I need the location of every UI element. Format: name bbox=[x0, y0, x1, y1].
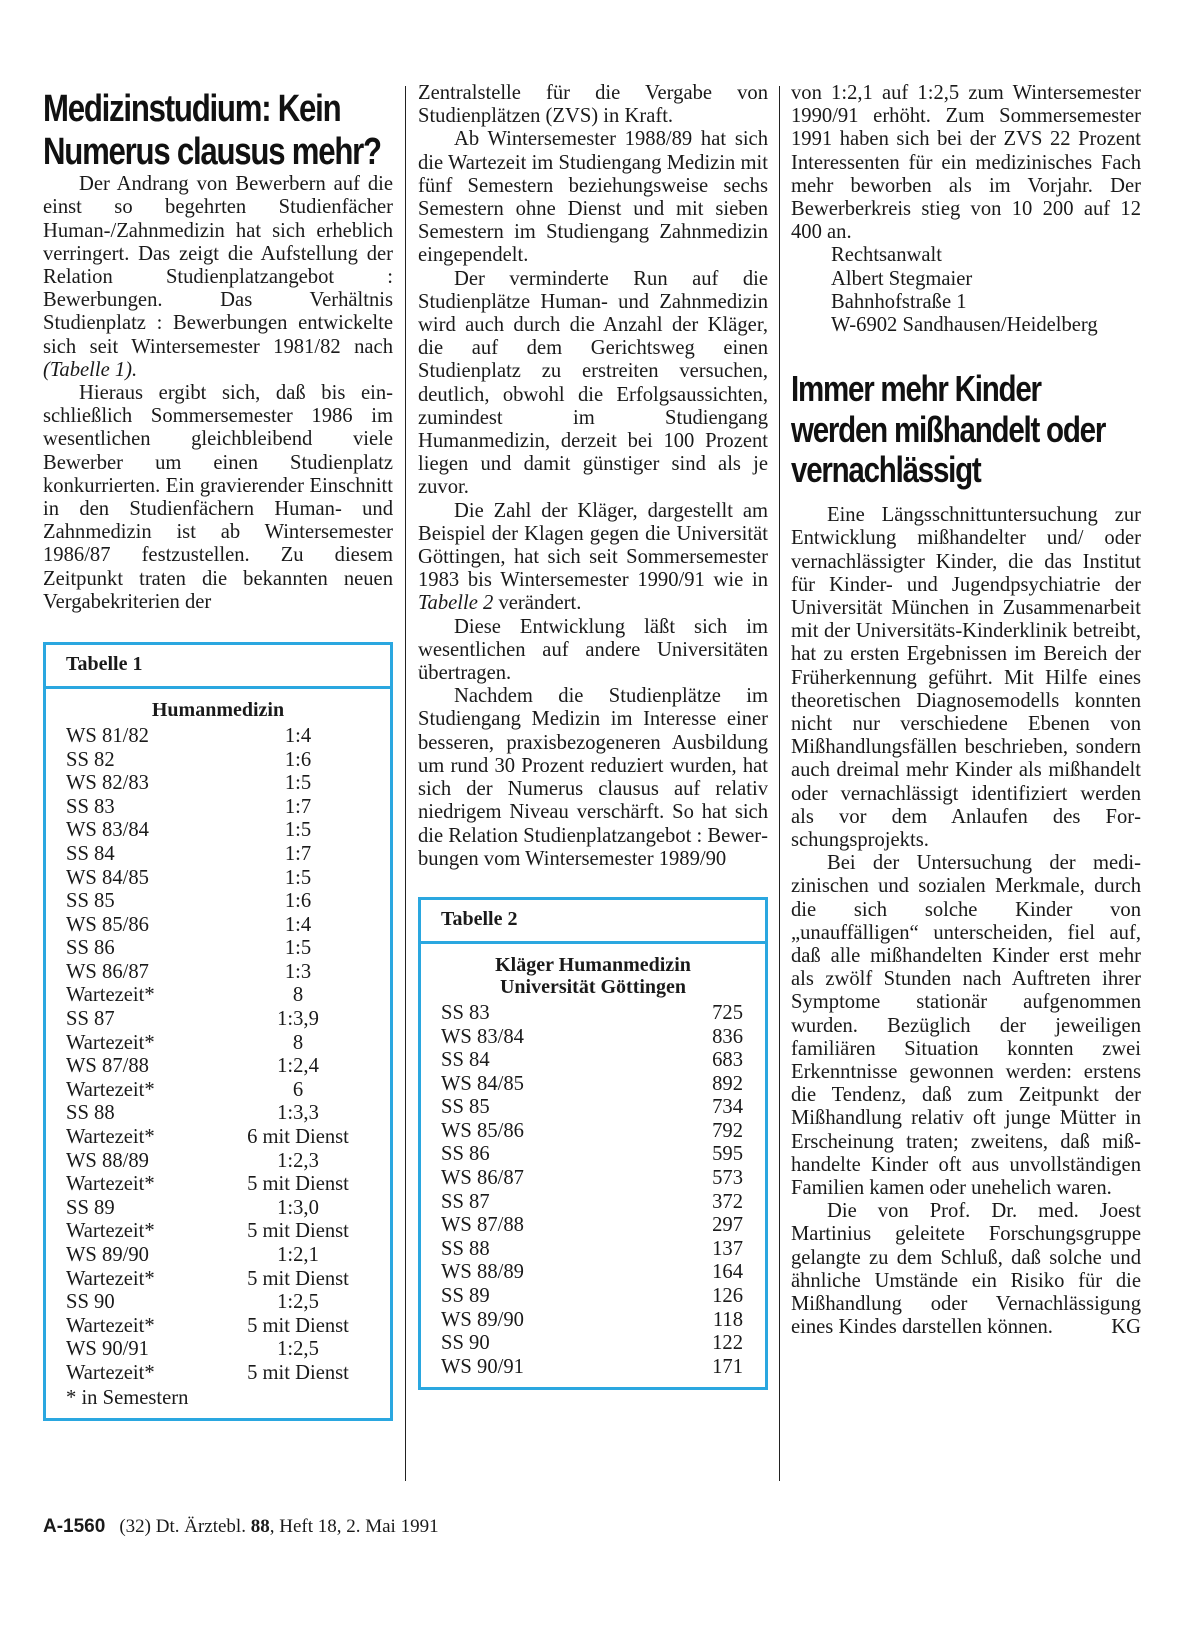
semester-cell: SS 84 bbox=[66, 842, 115, 865]
table-row bbox=[441, 1214, 745, 1238]
semester-cell: Wartezeit* bbox=[66, 1220, 155, 1243]
table-row bbox=[66, 1008, 370, 1032]
semester-cell: SS 85 bbox=[66, 890, 115, 913]
signature: KG bbox=[1111, 1316, 1141, 1339]
semester-cell: WS 83/84 bbox=[66, 819, 149, 842]
value-cell: 1:3,0 bbox=[277, 1196, 319, 1219]
value-cell: 137 bbox=[712, 1237, 743, 1260]
table-row bbox=[66, 984, 370, 1008]
table-row bbox=[441, 1049, 745, 1073]
semester-cell: SS 87 bbox=[441, 1190, 490, 1213]
table-row bbox=[66, 1244, 370, 1268]
table-row bbox=[441, 1238, 745, 1262]
table-row bbox=[441, 1191, 745, 1215]
table-row bbox=[441, 1120, 745, 1144]
paragraph: Bei der Untersuchung der medizinischen und sozialen Merkmale, durch die sich solche Kinder von „unauffälligen“ unterscheiden, fiel auf, daß alle mißhandelten Kinder erst mehr als zwölf Stunden nach Auftreten ihrer Symptome stationär aufgenommen wurden. Bezüglich der jeweiligen familiären Situation konnten zwei Erkenntnisse gewonnen werden: erstens die Tendenz, daß zum Zeitpunkt der Mißhandlung relativ oft junge Mütter in Erscheinung traten; zweitens, daß mißhandelte Kinder oft aus unvollständigen Familien kamen oder unehelich waren. bbox=[791, 852, 1141, 1200]
table-row bbox=[66, 1268, 370, 1292]
value-cell: 8 bbox=[292, 984, 304, 1007]
table-row bbox=[66, 725, 370, 749]
author-line: W-6902 Sandhausen/Heidelberg bbox=[831, 314, 1098, 337]
semester-cell: SS 86 bbox=[441, 1143, 490, 1166]
value-cell: 1:5 bbox=[284, 937, 312, 960]
value-cell: 171 bbox=[712, 1355, 743, 1378]
value-cell: 573 bbox=[712, 1167, 743, 1190]
semester-cell: SS 84 bbox=[441, 1049, 490, 1072]
table-row bbox=[441, 1285, 745, 1309]
table-row bbox=[441, 1261, 745, 1285]
value-cell: 792 bbox=[712, 1119, 743, 1142]
paragraph: von 1:2,1 auf 1:2,5 zum Wintersemester 1990/91 erhöht. Zum Sommersemester 1991 haben sich bei der ZVS 22 Prozent Interessenten für ein medizinisches Fach mehr beworben als im Vorjahr. Der Bewerberkreis stieg von 10 200 auf 12 400 an. bbox=[791, 82, 1141, 244]
table-row bbox=[66, 914, 370, 938]
table-row bbox=[441, 1332, 745, 1356]
volume: 88 bbox=[250, 1516, 270, 1537]
value-cell: 1:2,1 bbox=[277, 1244, 319, 1267]
paragraph: Diese Entwicklung läßt sich im wesentlichen auf andere Universitäten übertragen. bbox=[418, 615, 768, 685]
table-1-body bbox=[46, 689, 390, 1418]
author-line: Bahnhofstraße 1 bbox=[831, 290, 967, 313]
semester-cell: SS 88 bbox=[66, 1102, 115, 1125]
value-cell: 1:2,5 bbox=[277, 1291, 319, 1314]
value-cell: 595 bbox=[712, 1143, 743, 1166]
value-cell: 297 bbox=[712, 1214, 743, 1237]
semester-cell: SS 88 bbox=[441, 1237, 490, 1260]
value-cell: 5 mit Dienst bbox=[247, 1361, 349, 1384]
value-cell: 126 bbox=[712, 1285, 743, 1308]
semester-cell: WS 89/90 bbox=[66, 1244, 149, 1267]
article-title: Immer mehr Kinder werden mißhandelt oder vernachlässigt bbox=[791, 368, 1106, 490]
table-row bbox=[66, 1032, 370, 1056]
paragraph: Ab Wintersemester 1988/89 hat sich die Wartezeit im Studiengang Medizin mit fünf Semestern beziehungsweise sechs Semestern ohne Dienst und mit sieben Semestern im Studiengang Zahnmedizin eingependelt. bbox=[418, 128, 768, 267]
paragraph: Eine Längsschnittuntersuchung zur Entwicklung mißhandelter und/ oder vernachlässigter Kinder, die das Institut für Kinder- und Jugendpsychiatrie der Universität München in Zusammenarbeit mit der Universitäts-Kinderklinik betreibt, hat zu ersten Ergebnissen im Bereich der Früherkennung geführt. Mit Hilfe eines theoretischen Diagnosemodells konnten nicht nur verschiedene Ebenen von Mißhandlungsfällen beschrieben, sondern auch dreimal mehr Kinder als mißhandelt oder vernachlässigt identifiziert werden als vor dem Anlaufen des Forschungsprojekts. bbox=[791, 504, 1141, 852]
column-rule-right bbox=[779, 86, 780, 1481]
semester-cell: SS 89 bbox=[66, 1196, 115, 1219]
table-1-footnote: * in Semestern bbox=[66, 1386, 189, 1409]
value-cell: 5 mit Dienst bbox=[247, 1314, 349, 1337]
value-cell: 892 bbox=[712, 1072, 743, 1095]
table-row bbox=[66, 937, 370, 961]
table-row bbox=[66, 843, 370, 867]
article-title: Medizinstudium: Kein Numerus clausus mehr? bbox=[43, 88, 381, 173]
table-2-title-line2: Universität Göttingen bbox=[499, 975, 687, 998]
value-cell: 5 mit Dienst bbox=[247, 1173, 349, 1196]
paragraph: Die Zahl der Kläger, dargestellt am Beispiel der Klagen gegen die Universität Göttingen, hat sich seit Sommersemester 1983 bis Wintersemester 1990/91 wie in Tabelle 2 verändert. bbox=[418, 499, 768, 615]
table-row bbox=[66, 796, 370, 820]
semester-cell: SS 86 bbox=[66, 937, 115, 960]
semester-cell: WS 90/91 bbox=[66, 1338, 149, 1361]
value-cell: 734 bbox=[712, 1096, 743, 1119]
table-row bbox=[66, 867, 370, 891]
table-1-label: Tabelle 1 bbox=[46, 645, 390, 689]
semester-cell: SS 89 bbox=[441, 1285, 490, 1308]
table-row bbox=[66, 772, 370, 796]
paragraph: Zentralstelle für die Vergabe von Studienplätzen (ZVS) in Kraft. bbox=[418, 82, 768, 128]
value-cell: 122 bbox=[712, 1332, 743, 1355]
column-2 bbox=[418, 82, 768, 1390]
semester-cell: SS 83 bbox=[441, 1001, 490, 1024]
table-1-rows bbox=[66, 725, 370, 1386]
table-row bbox=[66, 1338, 370, 1362]
semester-cell: WS 86/87 bbox=[66, 960, 149, 983]
table-row bbox=[441, 1143, 745, 1167]
table-row bbox=[66, 749, 370, 773]
table-row bbox=[66, 961, 370, 985]
paragraph: Der verminderte Run auf die Studienplätze Human- und Zahnmedizin wird auch durch die Anzahl der Kläger, die auf dem Gerichtsweg einen Studienplatz zu erstreiten versuchen, deutlich, obwohl die Erfolgsaussichten, zumindest im Studiengang Humanmedizin, derzeit bei 100 Prozent liegen und damit günstiger sind als je zuvor. bbox=[418, 267, 768, 499]
author-line: Albert Stegmaier bbox=[831, 267, 973, 290]
table-row bbox=[441, 1073, 745, 1097]
paragraph: Hieraus ergibt sich, daß bis einschließlich Sommersemester 1986 im wesentlichen gleichbleibend viele Bewerber um einen Studienplatz konkurrierten. Ein gravierender Einschnitt in den Studienfächern Human- und Zahnmedizin ist ab Wintersemester 1986/87 festzustellen. Zu diesem Zeitpunkt traten die bekannten neuen Vergabekriterien der bbox=[43, 381, 393, 613]
value-cell: 683 bbox=[712, 1049, 743, 1072]
semester-cell: Wartezeit* bbox=[66, 1078, 155, 1101]
semester-cell: WS 87/88 bbox=[66, 1055, 149, 1078]
value-cell: 8 bbox=[292, 1031, 304, 1054]
value-cell: 836 bbox=[712, 1025, 743, 1048]
table-row bbox=[441, 1096, 745, 1120]
value-cell: 118 bbox=[712, 1308, 743, 1331]
column-rule-left bbox=[405, 86, 406, 1481]
table-row bbox=[66, 819, 370, 843]
semester-cell: SS 85 bbox=[441, 1096, 490, 1119]
author-line: Rechtsanwalt bbox=[831, 244, 942, 267]
table2-reference: Tabelle 2 bbox=[418, 592, 494, 615]
table-row bbox=[66, 1079, 370, 1103]
value-cell: 1:2,3 bbox=[277, 1149, 319, 1172]
table-row bbox=[66, 1362, 370, 1386]
table-row bbox=[441, 1356, 745, 1380]
paragraph: Der Andrang von Bewerbern auf die einst so begehrten Studienfächer Human-/Zahnmedizin hat sich erheblich verringert. Das zeigt die Aufstellung der Relation Studienplatzangebot : Bewerbungen. Das Verhältnis Studienplatz : Bewerbungen entwickelte sich seit Wintersemester 1981/82 nach (Tabelle 1). bbox=[43, 173, 393, 381]
semester-cell: WS 81/82 bbox=[66, 724, 149, 747]
value-cell: 725 bbox=[712, 1001, 743, 1024]
table-row bbox=[66, 1291, 370, 1315]
value-cell: 1:6 bbox=[284, 748, 312, 771]
table-2 bbox=[418, 897, 768, 1391]
value-cell: 1:5 bbox=[284, 772, 312, 795]
value-cell: 5 mit Dienst bbox=[247, 1220, 349, 1243]
table1-reference: (Tabelle 1). bbox=[43, 358, 138, 381]
semester-cell: WS 90/91 bbox=[441, 1355, 524, 1378]
semester-cell: WS 84/85 bbox=[66, 866, 149, 889]
table-row bbox=[66, 1315, 370, 1339]
semester-cell: WS 88/89 bbox=[66, 1149, 149, 1172]
value-cell: 1:3 bbox=[284, 960, 312, 983]
value-cell: 1:4 bbox=[284, 724, 312, 747]
semester-cell: WS 84/85 bbox=[441, 1072, 524, 1095]
page-footer: A-1560 (32) Dt. Ärztebl. 88, Heft 18, 2. Mai 1991 bbox=[43, 1516, 439, 1537]
semester-cell: SS 90 bbox=[66, 1291, 115, 1314]
semester-cell: WS 87/88 bbox=[441, 1214, 524, 1237]
column-3 bbox=[791, 82, 1141, 1339]
value-cell: 1:4 bbox=[284, 913, 312, 936]
table-row bbox=[66, 1150, 370, 1174]
semester-cell: WS 89/90 bbox=[441, 1308, 524, 1331]
semester-cell: Wartezeit* bbox=[66, 1173, 155, 1196]
semester-cell: SS 82 bbox=[66, 748, 115, 771]
table-row bbox=[66, 1220, 370, 1244]
table-2-rows bbox=[441, 1002, 745, 1380]
semester-cell: Wartezeit* bbox=[66, 1126, 155, 1149]
semester-cell: Wartezeit* bbox=[66, 1267, 155, 1290]
semester-cell: SS 90 bbox=[441, 1332, 490, 1355]
author-address bbox=[791, 244, 1141, 337]
table-row bbox=[441, 1167, 745, 1191]
semester-cell: WS 88/89 bbox=[441, 1261, 524, 1284]
table-row bbox=[66, 890, 370, 914]
table-row bbox=[441, 1026, 745, 1050]
semester-cell: WS 86/87 bbox=[441, 1167, 524, 1190]
semester-cell: WS 85/86 bbox=[441, 1119, 524, 1142]
semester-cell: WS 82/83 bbox=[66, 772, 149, 795]
table-row bbox=[441, 1002, 745, 1026]
table-1-title: Humanmedizin bbox=[151, 698, 285, 721]
value-cell: 1:5 bbox=[284, 866, 312, 889]
column-1 bbox=[43, 82, 393, 1421]
table-row bbox=[66, 1102, 370, 1126]
value-cell: 1:3,9 bbox=[277, 1008, 319, 1031]
value-cell: 164 bbox=[712, 1261, 743, 1284]
value-cell: 372 bbox=[712, 1190, 743, 1213]
value-cell: 6 mit Dienst bbox=[247, 1126, 349, 1149]
table-2-label: Tabelle 2 bbox=[421, 900, 765, 944]
value-cell: 1:2,4 bbox=[277, 1055, 319, 1078]
paragraph: Nachdem die Studienplätze im Studiengang Medizin im Interesse einer besseren, praxisbezogeneren Ausbildung um rund 30 Prozent reduziert wurden, hat sich der Numerus clausus auf relativ niedrigem Niveau verschärft. So hat sich die Relation Studienplatzangebot : Bewerbungen vom Wintersemester 1989/90 bbox=[418, 685, 768, 870]
semester-cell: Wartezeit* bbox=[66, 1361, 155, 1384]
page-number: A-1560 bbox=[43, 1516, 106, 1537]
paragraph: Die von Prof. Dr. med. Joest Martinius geleitete Forschungsgruppe gelangte zu dem Schluß, daß solche und ähnliche Umstände ein Risiko für die Mißhandlung oder Vernachlässigung eines Kindes darstellen können. KG bbox=[791, 1200, 1141, 1339]
table-row bbox=[66, 1055, 370, 1079]
value-cell: 1:3,3 bbox=[277, 1102, 319, 1125]
value-cell: 1:7 bbox=[284, 795, 312, 818]
semester-cell: SS 87 bbox=[66, 1008, 115, 1031]
table-2-body bbox=[421, 944, 765, 1388]
semester-cell: WS 83/84 bbox=[441, 1025, 524, 1048]
semester-cell: WS 85/86 bbox=[66, 913, 149, 936]
value-cell: 1:6 bbox=[284, 890, 312, 913]
table-row bbox=[66, 1126, 370, 1150]
value-cell: 1:5 bbox=[284, 819, 312, 842]
table-row bbox=[66, 1197, 370, 1221]
semester-cell: SS 83 bbox=[66, 795, 115, 818]
value-cell: 1:7 bbox=[284, 842, 312, 865]
semester-cell: Wartezeit* bbox=[66, 1314, 155, 1337]
value-cell: 1:2,5 bbox=[277, 1338, 319, 1361]
table-1 bbox=[43, 642, 393, 1421]
value-cell: 5 mit Dienst bbox=[247, 1267, 349, 1290]
table-row bbox=[441, 1309, 745, 1333]
table-2-title-line1: Kläger Humanmedizin bbox=[495, 953, 691, 976]
value-cell: 6 bbox=[292, 1078, 304, 1101]
table-row bbox=[66, 1173, 370, 1197]
semester-cell: Wartezeit* bbox=[66, 984, 155, 1007]
semester-cell: Wartezeit* bbox=[66, 1031, 155, 1054]
